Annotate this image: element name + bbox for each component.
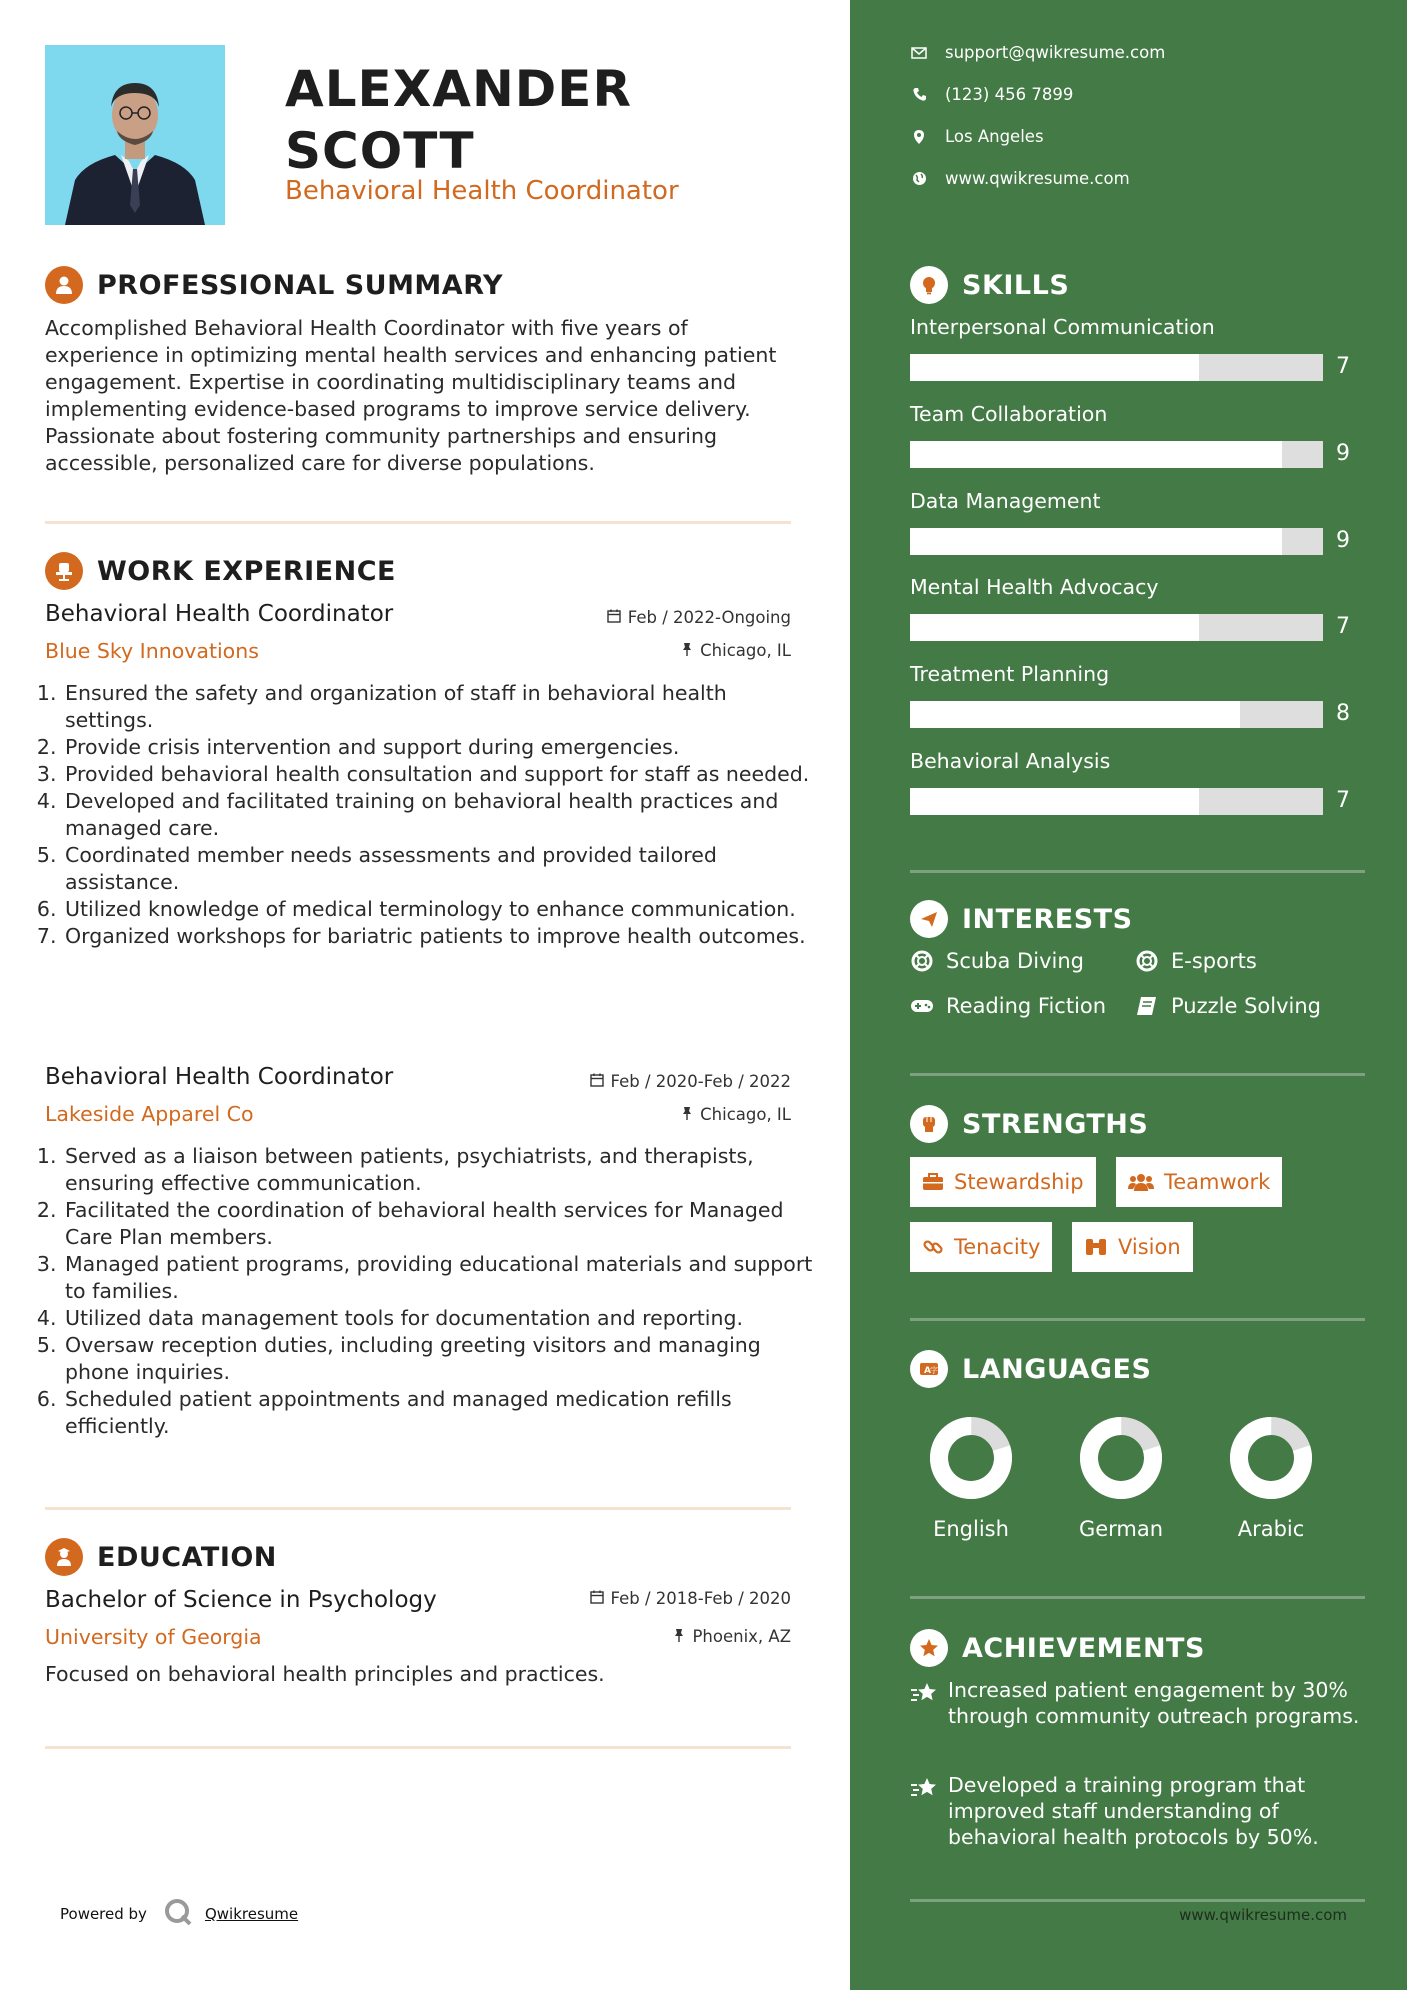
skill-bar bbox=[910, 528, 1323, 555]
paper-plane-icon bbox=[910, 900, 948, 938]
section-divider bbox=[45, 521, 791, 524]
contact-website[interactable]: www.qwikresume.com bbox=[910, 169, 1130, 188]
lightbulb-icon bbox=[910, 266, 948, 304]
interest-item: Reading Fiction bbox=[910, 994, 1106, 1018]
list-item: 2. Provide crisis intervention and support during emergencies. bbox=[63, 734, 813, 761]
interest-item: Puzzle Solving bbox=[1135, 994, 1321, 1018]
candidate-role: Behavioral Health Coordinator bbox=[285, 176, 679, 206]
section-divider bbox=[910, 1318, 1365, 1321]
profile-photo bbox=[45, 45, 225, 225]
language-name: English bbox=[933, 1517, 1009, 1541]
list-item: 1. Ensured the safety and organization of staff in behavioral health settings. bbox=[63, 680, 813, 734]
skill-name: Team Collaboration bbox=[910, 402, 1108, 426]
pin-icon bbox=[673, 1627, 685, 1646]
list-item: 1. Served as a liaison between patients, psychiatrists, and therapists, ensuring effective communication. bbox=[63, 1143, 813, 1197]
list-item: 4. Utilized data management tools for documentation and reporting. bbox=[63, 1305, 813, 1332]
star-icon bbox=[910, 1772, 948, 1850]
qwikresume-link[interactable]: Qwikresume bbox=[204, 1905, 299, 1923]
svg-text:字: 字 bbox=[930, 1366, 938, 1375]
skills-heading: SKILLS bbox=[910, 266, 1069, 304]
achievement-item: Developed a training program that improved staff understanding of behavioral health protocols by 50%. bbox=[910, 1772, 1370, 1850]
skill-bar-fill bbox=[910, 354, 1199, 381]
section-divider bbox=[45, 1746, 791, 1749]
skill-bar-fill bbox=[910, 788, 1199, 815]
skill-level: 8 bbox=[1336, 701, 1350, 726]
calendar-icon bbox=[590, 1072, 604, 1091]
contact-location: Los Angeles bbox=[910, 127, 1044, 146]
skill-bar-fill bbox=[910, 441, 1282, 468]
life-ring-icon bbox=[1135, 950, 1159, 972]
skill-name: Behavioral Analysis bbox=[910, 749, 1111, 773]
interest-item: E-sports bbox=[1135, 949, 1257, 973]
list-item: 7. Organized workshops for bariatric patients to improve health outcomes. bbox=[63, 923, 813, 950]
pin-icon bbox=[681, 1105, 693, 1124]
section-divider bbox=[910, 1899, 1365, 1902]
briefcase-icon bbox=[922, 1173, 944, 1191]
skill-bar bbox=[910, 701, 1323, 728]
job-duties-list bbox=[40, 1143, 813, 1440]
languages-heading: A 字 LANGUAGES bbox=[910, 1350, 1151, 1388]
binoculars-icon bbox=[1084, 1237, 1108, 1257]
gamepad-icon bbox=[910, 998, 934, 1014]
job-location: Chicago, IL bbox=[480, 641, 791, 660]
job-title: Behavioral Health Coordinator bbox=[45, 1064, 394, 1090]
list-item: 6. Scheduled patient appointments and managed medication refills efficiently. bbox=[63, 1386, 813, 1440]
fist-icon bbox=[910, 1105, 948, 1143]
skill-level: 9 bbox=[1336, 528, 1350, 553]
book-icon bbox=[1135, 996, 1159, 1016]
skill-name: Interpersonal Communication bbox=[910, 315, 1215, 339]
language-icon bbox=[910, 1350, 948, 1388]
skill-bar-fill bbox=[910, 528, 1282, 555]
list-item: 6. Utilized knowledge of medical terminology to enhance communication. bbox=[63, 896, 813, 923]
graduate-icon bbox=[45, 1538, 83, 1576]
summary-text: Accomplished Behavioral Health Coordinator with five years of experience in optimizing mental health services and enhancing patient engagement. Expertise in coordinating multidisciplinary teams and implementing evidence-based programs to improve service delivery. Passionate about fostering community partnerships and ensuring accessible, personalized care for diverse populations. bbox=[45, 316, 777, 475]
language-name: Arabic bbox=[1237, 1517, 1305, 1541]
company-name: Lakeside Apparel Co bbox=[45, 1102, 254, 1126]
briefcase-chair-icon bbox=[45, 552, 83, 590]
map-marker-icon bbox=[910, 129, 928, 145]
skill-name: Treatment Planning bbox=[910, 662, 1110, 686]
section-divider bbox=[910, 1073, 1365, 1076]
envelope-icon bbox=[910, 47, 928, 59]
strength-badge: Teamwork bbox=[1116, 1157, 1282, 1207]
language-rings bbox=[850, 1410, 1407, 1520]
education-description: Focused on behavioral health principles and practices. bbox=[45, 1662, 605, 1686]
list-item: 3. Provided behavioral health consultation and support for staff as needed. bbox=[63, 761, 813, 788]
users-icon bbox=[1128, 1173, 1154, 1191]
company-name: Blue Sky Innovations bbox=[45, 639, 259, 663]
list-item: 3. Managed patient programs, providing educational materials and support to families. bbox=[63, 1251, 813, 1305]
interests-heading: INTERESTS bbox=[910, 900, 1133, 938]
globe-icon bbox=[910, 171, 928, 186]
education-heading: EDUCATION bbox=[45, 1538, 277, 1576]
skill-bar-fill bbox=[910, 701, 1240, 728]
skill-bar bbox=[910, 788, 1323, 815]
school-name: University of Georgia bbox=[45, 1625, 262, 1649]
section-divider bbox=[45, 1507, 791, 1510]
skill-level: 7 bbox=[1336, 788, 1350, 813]
contact-phone[interactable]: (123) 456 7899 bbox=[910, 85, 1073, 104]
strengths-heading: STRENGTHS bbox=[910, 1105, 1148, 1143]
calendar-icon bbox=[590, 1589, 604, 1608]
user-icon bbox=[45, 266, 83, 304]
education-dates: Feb / 2018-Feb / 2020 bbox=[480, 1589, 791, 1608]
list-item: 5. Oversaw reception duties, including greeting visitors and managing phone inquiries. bbox=[63, 1332, 813, 1386]
strength-badge: Vision bbox=[1072, 1222, 1193, 1272]
candidate-name: ALEXANDER SCOTT bbox=[285, 60, 632, 180]
list-item: 5. Coordinated member needs assessments and provided tailored assistance. bbox=[63, 842, 813, 896]
list-item: 4. Developed and facilitated training on behavioral health practices and managed care. bbox=[63, 788, 813, 842]
pin-icon bbox=[681, 641, 693, 660]
skill-name: Mental Health Advocacy bbox=[910, 575, 1159, 599]
strength-badge: Tenacity bbox=[910, 1222, 1052, 1272]
skill-level: 9 bbox=[1336, 441, 1350, 466]
phone-icon bbox=[910, 87, 928, 102]
contact-email[interactable]: support@qwikresume.com bbox=[910, 43, 1165, 62]
job-duties-list bbox=[40, 680, 813, 950]
skill-level: 7 bbox=[1336, 354, 1350, 379]
section-divider bbox=[910, 870, 1365, 873]
section-divider bbox=[910, 1596, 1365, 1599]
language-name: German bbox=[1078, 1517, 1164, 1541]
skill-bar bbox=[910, 614, 1323, 641]
job-dates: Feb / 2020-Feb / 2022 bbox=[480, 1072, 791, 1091]
footer-website[interactable]: www.qwikresume.com bbox=[1179, 1906, 1347, 1924]
star-icon bbox=[910, 1677, 948, 1729]
job-dates: Feb / 2022-Ongoing bbox=[480, 608, 791, 627]
summary-heading: PROFESSIONAL SUMMARY bbox=[45, 266, 503, 304]
calendar-icon bbox=[607, 608, 621, 627]
job-title: Behavioral Health Coordinator bbox=[45, 601, 394, 627]
skill-bar bbox=[910, 441, 1323, 468]
skill-name: Data Management bbox=[910, 489, 1101, 513]
skill-level: 7 bbox=[1336, 614, 1350, 639]
star-badge-icon bbox=[910, 1629, 948, 1667]
sidebar bbox=[850, 0, 1407, 1990]
link-icon bbox=[922, 1236, 944, 1258]
strength-badge: Stewardship bbox=[910, 1157, 1096, 1207]
job-location: Chicago, IL bbox=[480, 1105, 791, 1124]
achievement-item: Increased patient engagement by 30% through community outreach programs. bbox=[910, 1677, 1370, 1729]
svg-text:A: A bbox=[924, 1366, 931, 1376]
qwikresume-logo-icon bbox=[163, 1897, 193, 1931]
life-ring-icon bbox=[910, 950, 934, 972]
skill-bar-fill bbox=[910, 614, 1199, 641]
list-item: 2. Facilitated the coordination of behavioral health services for Managed Care Plan members. bbox=[63, 1197, 813, 1251]
achievements-heading: ACHIEVEMENTS bbox=[910, 1629, 1205, 1667]
degree-title: Bachelor of Science in Psychology bbox=[45, 1587, 437, 1613]
education-location: Phoenix, AZ bbox=[480, 1627, 791, 1646]
interest-item: Scuba Diving bbox=[910, 949, 1084, 973]
powered-by: Powered by Qwikresume bbox=[60, 1897, 298, 1931]
experience-heading: WORK EXPERIENCE bbox=[45, 552, 396, 590]
skill-bar bbox=[910, 354, 1323, 381]
